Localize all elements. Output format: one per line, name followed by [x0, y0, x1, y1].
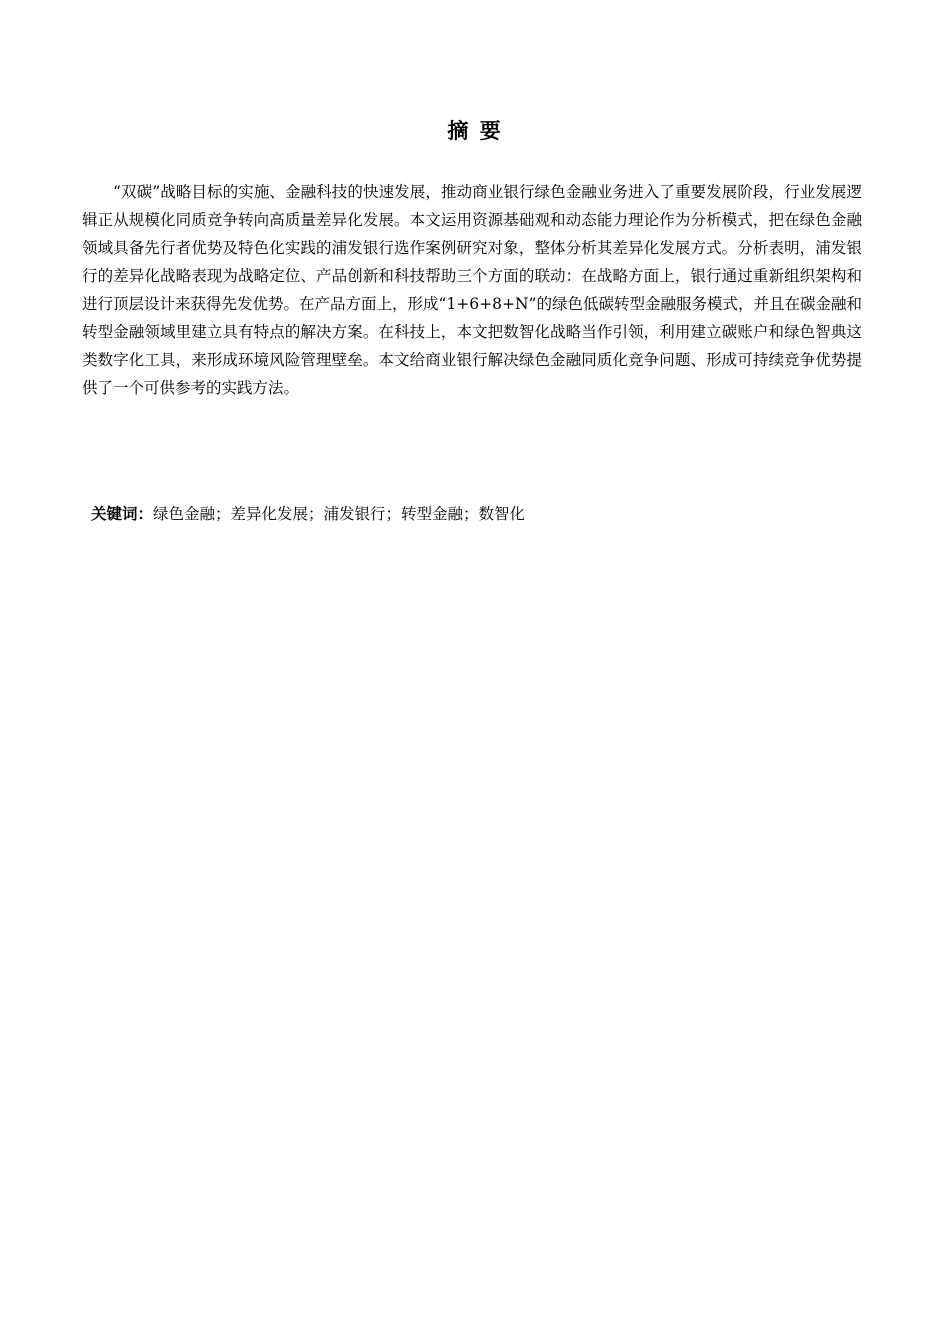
abstract-body: “双碳”战略目标的实施、金融科技的快速发展，推动商业银行绿色金融业务进入了重要发展阶段，行业发展逻辑正从规模化同质竞争转向高质量差异化发展。本文运用资源基础观和动态能力理论作为分析模式，把在绿色金融领域具备先行者优势及特色化实践的浦发银行选作案例研究对象，整体分析其差异化发展方式。分析表明，浦发银行的差异化战略表现为战略定位、产品创新和科技帮助三个方面的联动：在战略方面上，银行通过重新组织架构和进行顶层设计来获得先发优势。在产品方面上，形成“1+6+8+N”的绿色低碳转型金融服务模式，并且在碳金融和转型金融领域里建立具有特点的解决方案。在科技上，本文把数智化战略当作引领，利用建立碳账户和绿色智典这类数字化工具，来形成环境风险管理壁垒。本文给商业银行解决绿色金融同质化竞争问题、形成可持续竞争优势提供了一个可供参考的实践方法。 — [82, 183, 862, 397]
keywords-text: 绿色金融；差异化发展；浦发银行；转型金融；数智化 — [153, 505, 526, 523]
keywords-label: 关键词： — [91, 505, 154, 523]
abstract-title: 摘 要 — [447, 119, 503, 143]
keywords-line — [91, 500, 861, 528]
